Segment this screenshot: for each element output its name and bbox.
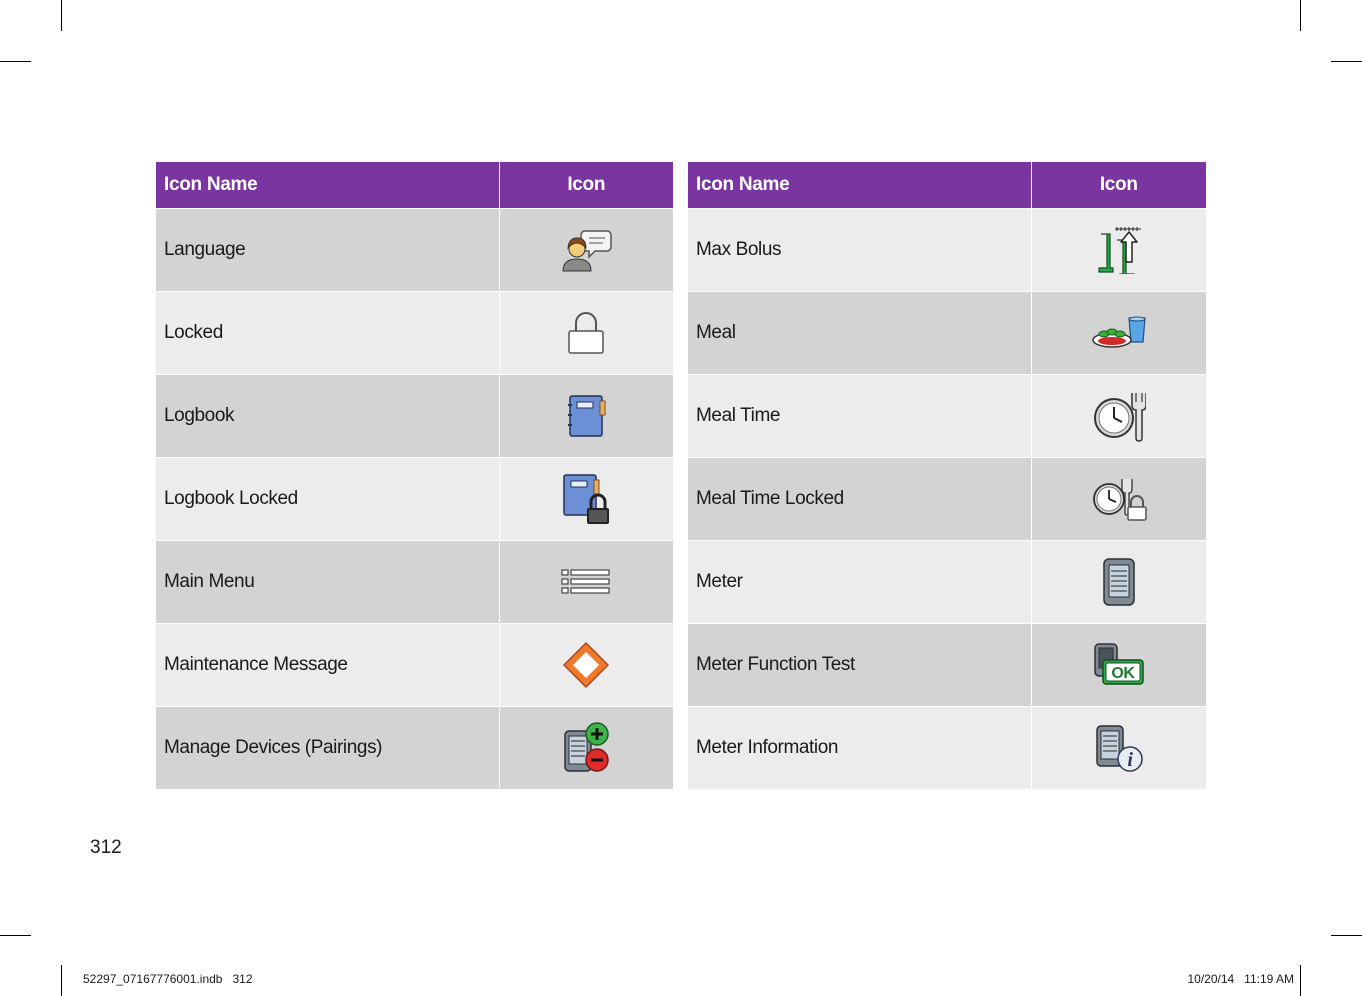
crop-mark [61,965,62,996]
table-row [156,707,673,790]
maintenance-message-icon [562,641,610,689]
row-name: Max Bolus [688,209,1031,292]
table-row [688,458,1206,541]
meal-time-locked-icon [1091,477,1147,521]
icon-table-left [156,162,673,789]
row-name: Logbook Locked [156,458,499,541]
print-timestamp: 10/20/14 11:19 AM [1187,972,1294,986]
main-menu-icon [561,568,611,596]
crop-mark [0,61,31,62]
ok-badge-text: OK [1111,665,1135,682]
crop-mark [1331,935,1362,936]
locked-icon [566,311,606,355]
row-name: Meal [688,292,1031,375]
table-row [688,292,1206,375]
row-name: Manage Devices (Pairings) [156,707,499,790]
row-name: Language [156,209,499,292]
row-name: Meter Function Test [688,624,1031,707]
row-name: Maintenance Message [156,624,499,707]
table-header [688,162,1206,209]
meal-icon [1091,315,1147,351]
crop-mark [1300,0,1301,31]
table-row [156,375,673,458]
max-bolus-icon [1095,226,1143,274]
table-row [156,624,673,707]
icon-table-right [688,162,1206,789]
info-glyph: i [1127,749,1133,771]
table-row [156,292,673,375]
row-name: Meal Time Locked [688,458,1031,541]
table-header [156,162,673,209]
meter-icon [1102,557,1136,607]
table-row [688,209,1206,292]
logbook-locked-icon [558,472,614,526]
manage-devices-icon [561,721,611,775]
crop-mark [1300,965,1301,996]
print-slug: 52297_07167776001.indb 312 [83,972,253,986]
meter-function-test-icon [1093,642,1145,688]
table-row [688,375,1206,458]
row-name: Meal Time [688,375,1031,458]
row-name: Logbook [156,375,499,458]
header-icon: Icon [499,162,673,209]
logbook-icon [564,393,608,439]
crop-mark [1331,61,1362,62]
table-row [156,541,673,624]
table-row [688,707,1206,790]
language-icon [559,227,613,273]
page-number: 312 [90,837,122,858]
header-icon-name: Icon Name [688,162,1031,209]
table-row [156,458,673,541]
row-name: Meter Information [688,707,1031,790]
crop-mark [0,935,31,936]
meter-information-icon [1094,723,1144,773]
table-row [688,624,1206,707]
table-row [688,541,1206,624]
header-icon-name: Icon Name [156,162,499,209]
header-icon: Icon [1031,162,1206,209]
row-name: Locked [156,292,499,375]
meal-time-icon [1092,390,1146,442]
table-row [156,209,673,292]
row-name: Meter [688,541,1031,624]
crop-mark [61,0,62,31]
row-name: Main Menu [156,541,499,624]
